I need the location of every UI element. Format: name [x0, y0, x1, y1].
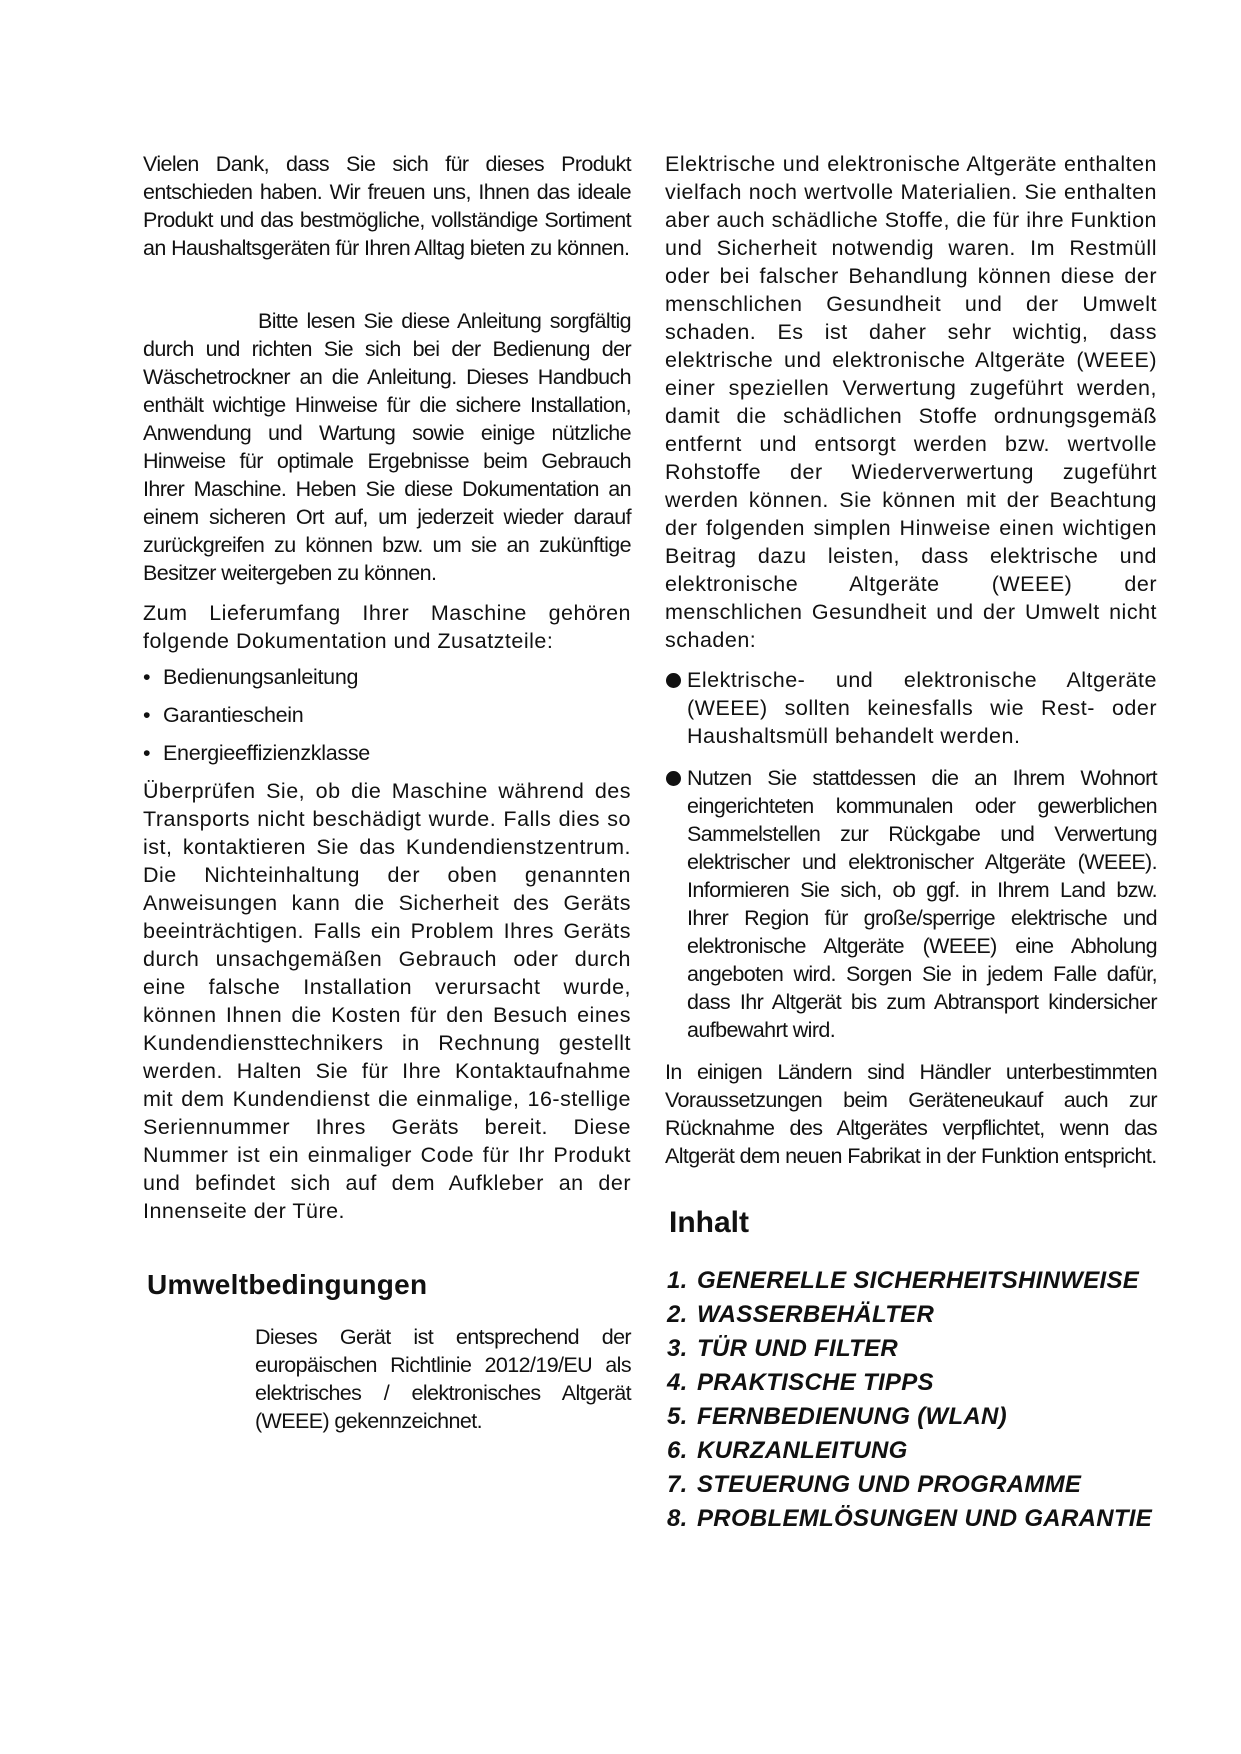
bullet-icon	[666, 771, 681, 786]
toc-item-3: 3. TÜR UND FILTER	[667, 1335, 899, 1362]
scope-paragraph: Zum Lieferumfang Ihrer Maschine gehören folgende Dokumentation und Zusatzteile:	[143, 601, 631, 653]
weee-bullet-list	[665, 666, 1157, 1044]
list-item: Nutzen Sie stattdessen die an Ihrem Wohnort eingerichteten kommunalen oder gewerblichen Sammelstellen zur Rückgabe und Verwertung elektrischer und elektronischer Altgeräte (WEEE). Informieren Sie sich, ob ggf. in Ihrem Land bzw. Ihrer Region für große/sperrige elektrische und elektronische Altgeräte (WEEE) eine Abholung angeboten wird. Sorgen Sie in jedem Falle dafür, dass Ihr Altgerät bis zum Abtransport kindersicher aufbewahrt wird.	[665, 764, 1157, 1044]
toc-item-8: 8. PROBLEMLÖSUNGEN UND GARANTIE	[667, 1505, 1153, 1532]
check-paragraph: Überprüfen Sie, ob die Maschine während des Transports nicht beschädigt wurde. Falls dies so ist, kontaktieren Sie das Kundendienstzentrum. Die Nichteinhaltung der oben genannten Anweisungen kann die Sicherheit des Geräts beeinträchtigen. Falls ein Problem Ihres Geräts durch unsachgemäßen Gebrauch oder durch eine falsche Installation verursacht wurde, können Ihnen die Kosten für den Besuch eines Kundendiensttechnikers in Rechnung gestellt werden. Halten Sie für Ihre Kontaktaufnahme mit dem Kundendienst die einmalige, 16-stellige Seriennummer Ihres Geräts bereit. Diese Nummer ist ein einmaliger Code für Ihr Produkt und befindet sich auf dem Aufkleber an der Innenseite der Türe.	[143, 779, 631, 1223]
bullet-icon: •	[143, 703, 151, 727]
intro-paragraph: Vielen Dank, dass Sie sich für dieses Produkt entschieden haben. Wir freuen uns, Ihnen das ideale Produkt und das bestmögliche, vollständige Sortiment an Haushaltsgeräten für Ihren Alltag bieten zu können.	[143, 152, 631, 260]
scope-list	[143, 663, 631, 767]
toc-item-1: 1. GENERELLE SICHERHEITSHINWEISE	[667, 1267, 1140, 1294]
list-item: • Energieeffizienzklasse	[143, 741, 370, 765]
toc-item-5: 5. FERNBEDIENUNG (WLAN)	[667, 1403, 1007, 1430]
instructions-paragraph: Bitte lesen Sie diese Anleitung sorgfältig durch und richten Sie sich bei der Bedienung der Wäschetrockner an die Anleitung. Dieses Handbuch enthält wichtige Hinweise für die sichere Installation, Anwendung und Wartung sowie einige nützliche Hinweise für optimale Ergebnisse beim Gebrauch Ihrer Maschine. Heben Sie diese Dokumentation an einem sicheren Ort auf, um jederzeit wieder darauf zurückgreifen zu können bzw. um sie an zukünftige Besitzer weitergeben zu können.	[143, 309, 631, 585]
toc-item-2: 2. WASSERBEHÄLTER	[667, 1301, 935, 1328]
left-column	[143, 150, 631, 1435]
weee-intro-paragraph: Elektrische und elektronische Altgeräte enthalten vielfach noch wertvolle Materialien. Sie enthalten aber auch schädliche Stoffe, die für ihre Funktion und Sicherheit notwendig waren. Im Restmüll oder bei falscher Behandlung können diese der menschlichen Gesundheit und der Umwelt schaden. Es ist daher sehr wichtig, dass elektrische und elektronische Altgeräte (WEEE) einer speziellen Verwertung zugeführt werden, damit die schädlichen Stoffe ordnungsgemäß entfernt und entsorgt werden bzw. wertvolle Rohstoffe der Wiederverwertung zugeführt werden können. Sie können mit der Beachtung der folgenden simplen Hinweise einen wichtigen Beitrag dazu leisten, dass elektrische und elektronische Altgeräte (WEEE) der menschlichen Gesundheit und der Umwelt nicht schaden:	[665, 152, 1157, 652]
right-column	[665, 150, 1157, 1536]
toc-item-4: 4. PRAKTISCHE TIPPS	[667, 1369, 934, 1396]
toc-title: Inhalt	[669, 1206, 749, 1239]
list-item: • Garantieschein	[143, 703, 304, 727]
toc-item-6: 6. KURZANLEITUNG	[667, 1437, 908, 1464]
bullet-icon: •	[143, 665, 151, 689]
dealers-paragraph: In einigen Ländern sind Händler unterbestimmten Voraussetzungen beim Geräteneukauf auch zur Rücknahme des Altgerätes verpflichtet, wenn das Altgerät dem neuen Fabrikat in der Funktion entspricht.	[665, 1060, 1157, 1168]
bullet-icon	[666, 673, 681, 688]
env-heading: Umweltbedingungen	[147, 1269, 428, 1300]
list-item: Elektrische- und elektronische Altgeräte (WEEE) sollten keinesfalls wie Rest- oder Haushaltsmüll behandelt werden.	[665, 666, 1157, 750]
env-paragraph: Dieses Gerät ist entsprechend der europäischen Richtlinie 2012/19/EU als elektrisches / elektronisches Altgerät (WEEE) gekennzeichnet.	[255, 1325, 631, 1433]
list-item: • Bedienungsanleitung	[143, 665, 359, 689]
toc-item-7: 7. STEUERUNG UND PROGRAMME	[667, 1471, 1082, 1498]
table-of-contents	[665, 1264, 1157, 1536]
bullet-icon: •	[143, 741, 151, 765]
